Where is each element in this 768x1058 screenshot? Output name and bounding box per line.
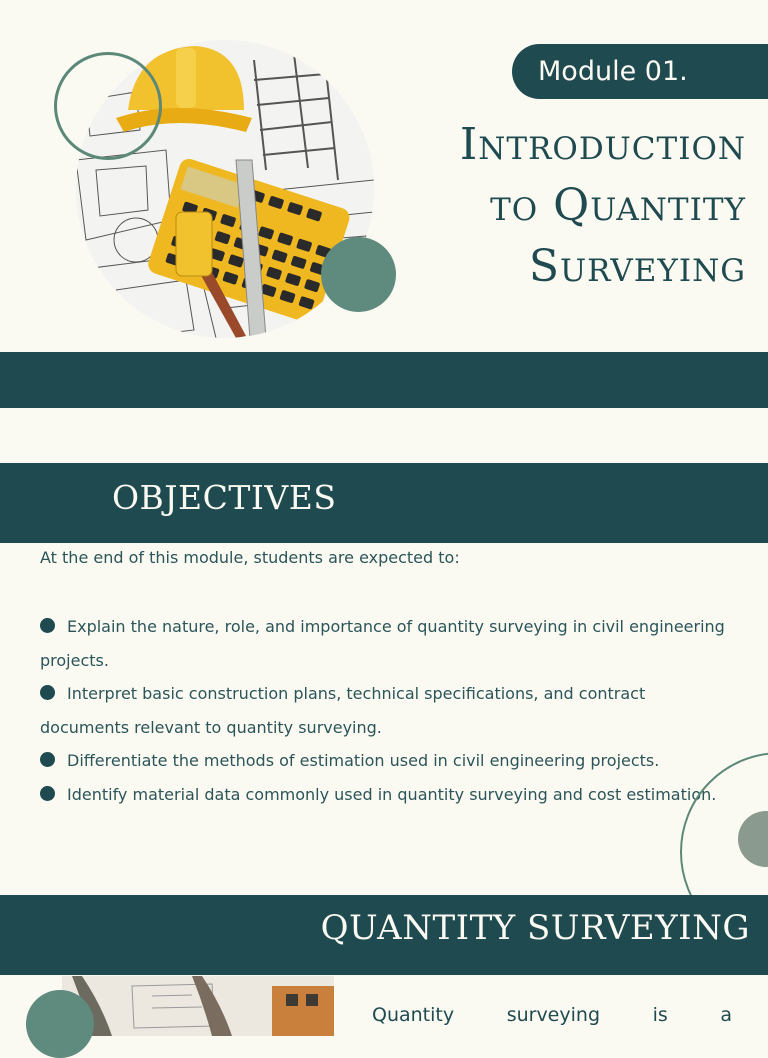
objective-text: Interpret basic construction plans, technical specifications, and contract documents relevant to quantity surveying. bbox=[40, 684, 646, 737]
title-line: to Quantity bbox=[490, 180, 746, 231]
decorative-circle bbox=[26, 990, 94, 1058]
bottom-image bbox=[62, 976, 334, 1036]
divider-band bbox=[0, 352, 768, 408]
list-item bbox=[40, 778, 730, 812]
decorative-ring bbox=[54, 52, 162, 160]
bullet-icon bbox=[40, 685, 55, 700]
bullet-icon bbox=[40, 786, 55, 801]
text-word: Quantity bbox=[372, 1004, 455, 1026]
module-label bbox=[512, 44, 768, 99]
text-word: is bbox=[652, 1004, 668, 1026]
objectives-list bbox=[40, 610, 730, 812]
module-label-text: Module 01. bbox=[538, 56, 688, 87]
objectives-heading: OBJECTIVES bbox=[112, 478, 337, 517]
list-item bbox=[40, 744, 730, 778]
title-line: Introduction bbox=[459, 119, 746, 170]
bullet-icon bbox=[40, 618, 55, 633]
list-item bbox=[40, 677, 730, 744]
objective-text: Differentiate the methods of estimation used in civil engineering projects. bbox=[67, 751, 660, 771]
title-line: Surveying bbox=[528, 241, 746, 292]
quantity-surveying-text bbox=[372, 1004, 732, 1026]
page-title bbox=[326, 114, 746, 297]
objectives-intro: At the end of this module, students are expected to: bbox=[40, 548, 460, 567]
text-word: surveying bbox=[506, 1004, 600, 1026]
list-item bbox=[40, 610, 730, 677]
bullet-icon bbox=[40, 752, 55, 767]
quantity-surveying-heading: QUANTITY SURVEYING bbox=[320, 908, 750, 948]
objective-text: Explain the nature, role, and importance of quantity surveying in civil engineering projects. bbox=[40, 617, 725, 670]
objective-text: Identify material data commonly used in quantity surveying and cost estimation. bbox=[67, 784, 717, 804]
text-word: a bbox=[720, 1004, 732, 1026]
